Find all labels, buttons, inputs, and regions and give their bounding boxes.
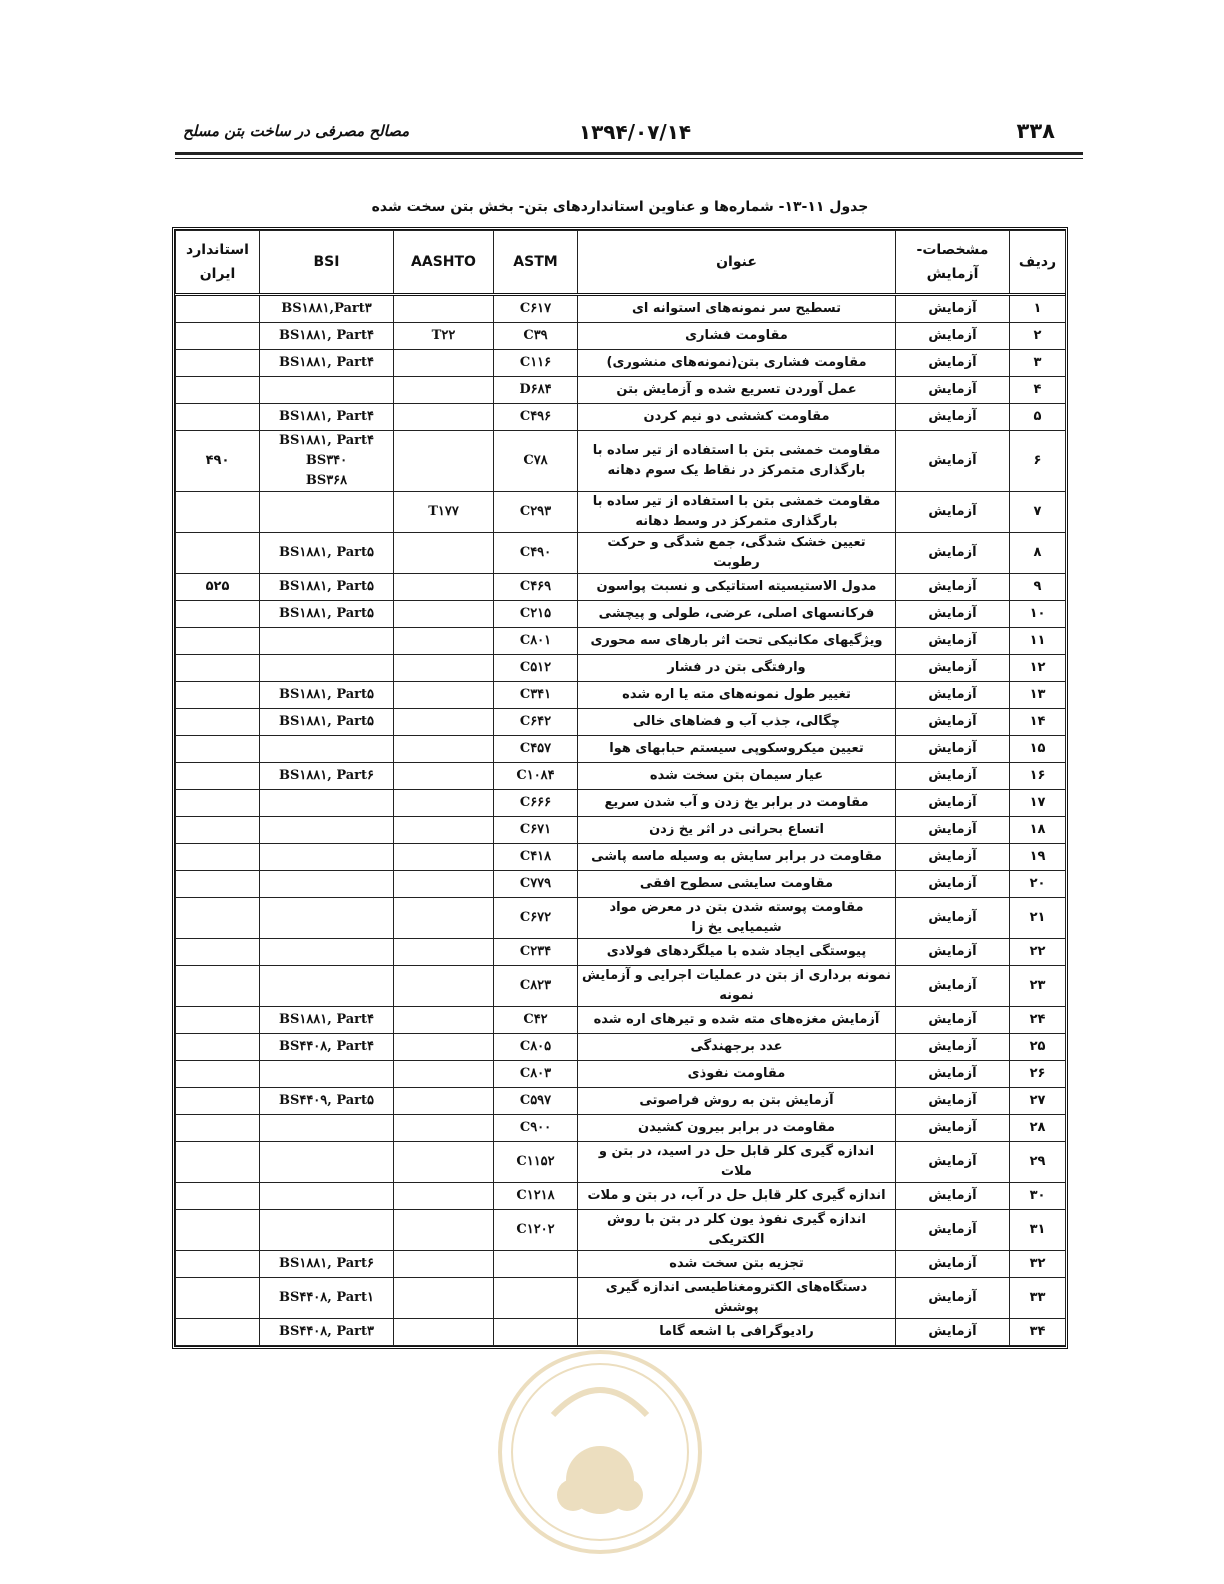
- col-header-iran-standard: [176, 231, 260, 295]
- cell-iran-standard: [176, 1007, 260, 1034]
- cell-aashto: [394, 1319, 494, 1346]
- cell-iran-standard: [176, 1034, 260, 1061]
- cell-title: رادیوگرافی با اشعه گاما: [578, 1319, 896, 1346]
- cell-bsi: [260, 1115, 394, 1142]
- cell-astm: C۱۱۶: [494, 350, 578, 377]
- table-row: [176, 1007, 1066, 1034]
- cell-aashto: [394, 1210, 494, 1251]
- book-title: مصالح مصرفی در ساخت بتن مسلح: [183, 122, 410, 140]
- cell-aashto: [394, 966, 494, 1007]
- cell-aashto: [394, 790, 494, 817]
- cell-spec: آزمایش: [896, 817, 1010, 844]
- cell-row-number: ۳۰: [1010, 1183, 1066, 1210]
- table-row: [176, 844, 1066, 871]
- table-row: [176, 1115, 1066, 1142]
- table-row: [176, 350, 1066, 377]
- cell-title: فرکانسهای اصلی، عرضی، طولی و پیچشی: [578, 601, 896, 628]
- cell-spec: آزمایش: [896, 1061, 1010, 1088]
- table-row: [176, 1319, 1066, 1346]
- cell-aashto: [394, 601, 494, 628]
- table-row: [176, 817, 1066, 844]
- cell-title: مقاومت در برابر بیرون کشیدن: [578, 1115, 896, 1142]
- cell-spec: آزمایش: [896, 601, 1010, 628]
- cell-row-number: ۳۴: [1010, 1319, 1066, 1346]
- cell-row-number: ۱۱: [1010, 628, 1066, 655]
- cell-astm: [494, 1319, 578, 1346]
- cell-aashto: [394, 1088, 494, 1115]
- cell-bsi: BS۱۸۸۱, Part۴: [260, 323, 394, 350]
- cell-aashto: [394, 898, 494, 939]
- cell-row-number: ۶: [1010, 431, 1066, 492]
- table-row: [176, 709, 1066, 736]
- col-header-bsi: BSI: [260, 231, 394, 295]
- header-rule-thin: [175, 158, 1083, 159]
- cell-spec: آزمایش: [896, 628, 1010, 655]
- table-row: [176, 736, 1066, 763]
- cell-spec: آزمایش: [896, 295, 1010, 323]
- cell-astm: C۸۲۳: [494, 966, 578, 1007]
- cell-title: نمونه برداری از بتن در عملیات اجرایی و آزمایش نمونه: [578, 966, 896, 1007]
- cell-iran-standard: [176, 966, 260, 1007]
- table-row: [176, 939, 1066, 966]
- cell-aashto: [394, 1251, 494, 1278]
- cell-bsi: [260, 817, 394, 844]
- col-header-row-number: ردیف: [1010, 231, 1066, 295]
- cell-row-number: ۱۴: [1010, 709, 1066, 736]
- table-row: [176, 763, 1066, 790]
- cell-aashto: [394, 682, 494, 709]
- cell-astm: C۱۲۰۲: [494, 1210, 578, 1251]
- cell-iran-standard: [176, 817, 260, 844]
- table-header-row: [176, 231, 1066, 295]
- cell-title: آزمایش مغزه‌های مته شده و تیرهای اره شده: [578, 1007, 896, 1034]
- cell-astm: C۴۱۸: [494, 844, 578, 871]
- cell-astm: [494, 1278, 578, 1319]
- cell-iran-standard: ۵۲۵: [176, 574, 260, 601]
- cell-spec: آزمایش: [896, 574, 1010, 601]
- cell-aashto: [394, 655, 494, 682]
- cell-spec: آزمایش: [896, 709, 1010, 736]
- cell-title: مقاومت خمشی بتن با استفاده از تیر ساده با بارگذاری متمرکز در نقاط یک سوم دهانه: [578, 431, 896, 492]
- cell-row-number: ۲۷: [1010, 1088, 1066, 1115]
- cell-title: مقاومت پوسته شدن بتن در معرض مواد شیمیایی یخ زا: [578, 898, 896, 939]
- col-header-title: عنوان: [578, 231, 896, 295]
- cell-spec: آزمایش: [896, 1210, 1010, 1251]
- cell-row-number: ۹: [1010, 574, 1066, 601]
- cell-bsi: BS۱۸۸۱, Part۵: [260, 533, 394, 574]
- cell-iran-standard: [176, 350, 260, 377]
- cell-title: آزمایش بتن به روش فراصوتی: [578, 1088, 896, 1115]
- cell-iran-standard: [176, 377, 260, 404]
- cell-bsi: [260, 1183, 394, 1210]
- cell-aashto: [394, 1142, 494, 1183]
- cell-spec: آزمایش: [896, 790, 1010, 817]
- cell-iran-standard: [176, 601, 260, 628]
- cell-astm: C۴۲: [494, 1007, 578, 1034]
- cell-bsi: [260, 492, 394, 533]
- cell-aashto: [394, 1061, 494, 1088]
- cell-title: ویژگیهای مکانیکی تحت اثر بارهای سه محوری: [578, 628, 896, 655]
- cell-bsi: BS۴۴۰۹, Part۵: [260, 1088, 394, 1115]
- cell-title: تعیین میکروسکوپی سیستم حبابهای هوا: [578, 736, 896, 763]
- cell-title: مقاومت خمشی بتن با استفاده از تیر ساده با بارگذاری متمرکز در وسط دهانه: [578, 492, 896, 533]
- table-row: [176, 790, 1066, 817]
- cell-aashto: [394, 871, 494, 898]
- table-row: [176, 574, 1066, 601]
- cell-spec: آزمایش: [896, 377, 1010, 404]
- cell-row-number: ۱۷: [1010, 790, 1066, 817]
- cell-spec: آزمایش: [896, 1183, 1010, 1210]
- cell-row-number: ۱۰: [1010, 601, 1066, 628]
- cell-title: اتساع بحرانی در اثر یخ زدن: [578, 817, 896, 844]
- cell-bsi: BS۱۸۸۱, Part۴: [260, 1007, 394, 1034]
- cell-row-number: ۱۲: [1010, 655, 1066, 682]
- table-row: [176, 1142, 1066, 1183]
- cell-spec: آزمایش: [896, 1278, 1010, 1319]
- table-row: [176, 1088, 1066, 1115]
- table-row: [176, 1278, 1066, 1319]
- cell-astm: D۶۸۴: [494, 377, 578, 404]
- cell-spec: آزمایش: [896, 939, 1010, 966]
- cell-astm: C۶۴۲: [494, 709, 578, 736]
- cell-bsi: BS۱۸۸۱, Part۴: [260, 350, 394, 377]
- cell-astm: C۷۸: [494, 431, 578, 492]
- cell-astm: C۲۹۳: [494, 492, 578, 533]
- cell-iran-standard: [176, 709, 260, 736]
- cell-row-number: ۱۶: [1010, 763, 1066, 790]
- cell-bsi: [260, 628, 394, 655]
- cell-astm: C۶۷۱: [494, 817, 578, 844]
- table-row: [176, 871, 1066, 898]
- standards-table: [175, 230, 1066, 1346]
- cell-bsi: BS۴۴۰۸, Part۱: [260, 1278, 394, 1319]
- cell-bsi: [260, 736, 394, 763]
- cell-aashto: [394, 350, 494, 377]
- cell-iran-standard: [176, 295, 260, 323]
- table-row: [176, 1183, 1066, 1210]
- cell-title: مقاومت در برابر سایش به وسیله ماسه پاشی: [578, 844, 896, 871]
- table-caption: جدول ۱۱-۱۳- شماره‌ها و عناوین استانداردهای بتن- بخش بتن سخت شده: [371, 199, 869, 215]
- table-row: [176, 404, 1066, 431]
- cell-iran-standard: [176, 871, 260, 898]
- table-row: [176, 1034, 1066, 1061]
- cell-iran-standard: [176, 533, 260, 574]
- col-header-iran-line1: استاندارد: [186, 242, 249, 258]
- cell-iran-standard: [176, 790, 260, 817]
- cell-spec: آزمایش: [896, 736, 1010, 763]
- table-row: [176, 295, 1066, 323]
- col-header-spec-line1: مشخصات-: [916, 242, 989, 258]
- cell-title: تسطیح سر نمونه‌های استوانه ای: [578, 295, 896, 323]
- cell-spec: آزمایش: [896, 1088, 1010, 1115]
- header-date: ۱۳۹۴/۰۷/۱۴: [578, 120, 692, 144]
- cell-astm: C۸۰۳: [494, 1061, 578, 1088]
- cell-astm: C۴۹۶: [494, 404, 578, 431]
- cell-iran-standard: [176, 404, 260, 431]
- cell-row-number: ۲۰: [1010, 871, 1066, 898]
- cell-bsi: [260, 1142, 394, 1183]
- cell-bsi: BS۱۸۸۱, Part۵: [260, 682, 394, 709]
- cell-title: مقاومت نفوذی: [578, 1061, 896, 1088]
- cell-title: اندازه گیری کلر قابل حل در اسید، در بتن و ملات: [578, 1142, 896, 1183]
- cell-bsi: BS۱۸۸۱, Part۵: [260, 601, 394, 628]
- cell-astm: C۵۱۲: [494, 655, 578, 682]
- cell-row-number: ۲۴: [1010, 1007, 1066, 1034]
- header-rule-thick: [175, 152, 1083, 155]
- table-row: [176, 655, 1066, 682]
- cell-astm: C۶۶۶: [494, 790, 578, 817]
- cell-bsi: [260, 966, 394, 1007]
- cell-bsi: BS۱۸۸۱, Part۴ BS۳۴۰ BS۳۶۸: [260, 431, 394, 492]
- cell-aashto: [394, 431, 494, 492]
- cell-spec: آزمایش: [896, 323, 1010, 350]
- cell-spec: آزمایش: [896, 655, 1010, 682]
- cell-bsi: BS۱۸۸۱, Part۵: [260, 709, 394, 736]
- cell-row-number: ۲۶: [1010, 1061, 1066, 1088]
- cell-iran-standard: [176, 939, 260, 966]
- table-row: [176, 431, 1066, 492]
- cell-aashto: [394, 628, 494, 655]
- cell-row-number: ۱۵: [1010, 736, 1066, 763]
- cell-astm: C۸۰۵: [494, 1034, 578, 1061]
- cell-aashto: [394, 844, 494, 871]
- cell-astm: C۲۱۵: [494, 601, 578, 628]
- cell-iran-standard: [176, 1278, 260, 1319]
- cell-title: دستگاه‌های الکترومغناطیسی اندازه گیری پوشش: [578, 1278, 896, 1319]
- watermark-seal: [493, 1345, 708, 1560]
- cell-iran-standard: [176, 323, 260, 350]
- cell-row-number: ۲۱: [1010, 898, 1066, 939]
- cell-title: اندازه گیری نفوذ یون کلر در بتن با روش الکتریکی: [578, 1210, 896, 1251]
- cell-astm: C۸۰۱: [494, 628, 578, 655]
- cell-aashto: T۲۲: [394, 323, 494, 350]
- cell-bsi: BS۴۴۰۸, Part۴: [260, 1034, 394, 1061]
- cell-bsi: [260, 871, 394, 898]
- cell-title: عیار سیمان بتن سخت شده: [578, 763, 896, 790]
- cell-aashto: [394, 939, 494, 966]
- cell-bsi: [260, 1210, 394, 1251]
- cell-iran-standard: [176, 655, 260, 682]
- cell-title: تعیین خشک شدگی، جمع شدگی و حرکت رطوبت: [578, 533, 896, 574]
- table-row: [176, 898, 1066, 939]
- table-body: [176, 295, 1066, 1346]
- cell-row-number: ۵: [1010, 404, 1066, 431]
- cell-title: مقاومت فشاری: [578, 323, 896, 350]
- cell-astm: C۳۹: [494, 323, 578, 350]
- cell-aashto: [394, 1007, 494, 1034]
- cell-title: پیوستگی ایجاد شده با میلگردهای فولادی: [578, 939, 896, 966]
- table-row: [176, 323, 1066, 350]
- cell-spec: آزمایش: [896, 1251, 1010, 1278]
- cell-bsi: BS۴۴۰۸, Part۳: [260, 1319, 394, 1346]
- cell-row-number: ۲۳: [1010, 966, 1066, 1007]
- cell-spec: آزمایش: [896, 492, 1010, 533]
- cell-spec: آزمایش: [896, 1142, 1010, 1183]
- table-row: [176, 492, 1066, 533]
- cell-iran-standard: [176, 1210, 260, 1251]
- cell-row-number: ۲۲: [1010, 939, 1066, 966]
- cell-astm: C۶۷۲: [494, 898, 578, 939]
- cell-iran-standard: [176, 492, 260, 533]
- cell-row-number: ۳۳: [1010, 1278, 1066, 1319]
- cell-aashto: [394, 377, 494, 404]
- cell-bsi: BS۱۸۸۱, Part۶: [260, 763, 394, 790]
- cell-title: مقاومت کششی دو نیم کردن: [578, 404, 896, 431]
- cell-astm: C۵۹۷: [494, 1088, 578, 1115]
- cell-aashto: [394, 404, 494, 431]
- cell-bsi: BS۱۸۸۱, Part۵: [260, 574, 394, 601]
- cell-row-number: ۲۵: [1010, 1034, 1066, 1061]
- cell-iran-standard: [176, 763, 260, 790]
- cell-bsi: [260, 790, 394, 817]
- cell-spec: آزمایش: [896, 871, 1010, 898]
- table-row: [176, 377, 1066, 404]
- cell-row-number: ۱۳: [1010, 682, 1066, 709]
- cell-aashto: [394, 1278, 494, 1319]
- page-header: [175, 118, 1083, 150]
- cell-row-number: ۴: [1010, 377, 1066, 404]
- cell-iran-standard: [176, 1251, 260, 1278]
- cell-aashto: [394, 574, 494, 601]
- cell-astm: C۴۵۷: [494, 736, 578, 763]
- cell-row-number: ۱۸: [1010, 817, 1066, 844]
- cell-bsi: [260, 939, 394, 966]
- cell-iran-standard: ۴۹۰: [176, 431, 260, 492]
- cell-spec: آزمایش: [896, 1034, 1010, 1061]
- cell-title: مدول الاستیسیته استاتیکی و نسبت پواسون: [578, 574, 896, 601]
- cell-bsi: BS۱۸۸۱, Part۴: [260, 404, 394, 431]
- standards-table-frame: [172, 227, 1068, 1349]
- cell-astm: C۹۰۰: [494, 1115, 578, 1142]
- cell-aashto: [394, 763, 494, 790]
- cell-aashto: [394, 1034, 494, 1061]
- cell-aashto: [394, 533, 494, 574]
- cell-astm: C۱۲۱۸: [494, 1183, 578, 1210]
- cell-aashto: [394, 1183, 494, 1210]
- cell-astm: C۶۱۷: [494, 295, 578, 323]
- cell-iran-standard: [176, 898, 260, 939]
- cell-astm: [494, 1251, 578, 1278]
- col-header-spec-line2: آزمایش: [926, 266, 979, 282]
- cell-iran-standard: [176, 1061, 260, 1088]
- cell-bsi: BS۱۸۸۱,Part۳: [260, 295, 394, 323]
- cell-row-number: ۳۲: [1010, 1251, 1066, 1278]
- cell-astm: C۴۶۹: [494, 574, 578, 601]
- cell-spec: آزمایش: [896, 404, 1010, 431]
- cell-title: وارفتگی بتن در فشار: [578, 655, 896, 682]
- col-header-astm: ASTM: [494, 231, 578, 295]
- cell-row-number: ۳: [1010, 350, 1066, 377]
- cell-iran-standard: [176, 1319, 260, 1346]
- cell-iran-standard: [176, 736, 260, 763]
- cell-spec: آزمایش: [896, 1319, 1010, 1346]
- cell-bsi: [260, 844, 394, 871]
- col-header-aashto: AASHTO: [394, 231, 494, 295]
- cell-spec: آزمایش: [896, 1115, 1010, 1142]
- cell-iran-standard: [176, 1183, 260, 1210]
- cell-bsi: [260, 898, 394, 939]
- cell-aashto: [394, 736, 494, 763]
- cell-astm: C۷۷۹: [494, 871, 578, 898]
- cell-aashto: [394, 817, 494, 844]
- table-row: [176, 682, 1066, 709]
- col-header-iran-line2: ایران: [199, 266, 236, 282]
- table-row: [176, 628, 1066, 655]
- table-row: [176, 966, 1066, 1007]
- cell-row-number: ۲۸: [1010, 1115, 1066, 1142]
- cell-aashto: [394, 295, 494, 323]
- cell-bsi: [260, 655, 394, 682]
- table-row: [176, 1210, 1066, 1251]
- cell-title: عمل آوردن تسریع شده و آزمایش بتن: [578, 377, 896, 404]
- cell-title: مقاومت در برابر یخ زدن و آب شدن سریع: [578, 790, 896, 817]
- cell-spec: آزمایش: [896, 763, 1010, 790]
- col-header-spec: [896, 231, 1010, 295]
- cell-aashto: [394, 709, 494, 736]
- table-row: [176, 533, 1066, 574]
- cell-astm: C۳۴۱: [494, 682, 578, 709]
- cell-astm: C۲۳۴: [494, 939, 578, 966]
- cell-row-number: ۱: [1010, 295, 1066, 323]
- cell-title: تجزیه بتن سخت شده: [578, 1251, 896, 1278]
- cell-title: عدد برجهندگی: [578, 1034, 896, 1061]
- cell-spec: آزمایش: [896, 844, 1010, 871]
- table-row: [176, 1061, 1066, 1088]
- cell-title: مقاومت سایشی سطوح افقی: [578, 871, 896, 898]
- cell-iran-standard: [176, 1115, 260, 1142]
- cell-spec: آزمایش: [896, 533, 1010, 574]
- cell-row-number: ۲۹: [1010, 1142, 1066, 1183]
- cell-title: مقاومت فشاری بتن(نمونه‌های منشوری): [578, 350, 896, 377]
- table-row: [176, 1251, 1066, 1278]
- cell-iran-standard: [176, 1088, 260, 1115]
- cell-astm: C۱۱۵۲: [494, 1142, 578, 1183]
- cell-spec: آزمایش: [896, 431, 1010, 492]
- cell-row-number: ۱۹: [1010, 844, 1066, 871]
- cell-row-number: ۲: [1010, 323, 1066, 350]
- cell-iran-standard: [176, 844, 260, 871]
- cell-spec: آزمایش: [896, 966, 1010, 1007]
- table-row: [176, 601, 1066, 628]
- cell-bsi: [260, 377, 394, 404]
- cell-bsi: [260, 1061, 394, 1088]
- cell-spec: آزمایش: [896, 682, 1010, 709]
- cell-bsi: BS۱۸۸۱, Part۶: [260, 1251, 394, 1278]
- cell-astm: C۴۹۰: [494, 533, 578, 574]
- cell-title: چگالی، جذب آب و فضاهای خالی: [578, 709, 896, 736]
- cell-spec: آزمایش: [896, 350, 1010, 377]
- page-number: ۳۳۸: [1016, 119, 1055, 143]
- cell-spec: آزمایش: [896, 898, 1010, 939]
- cell-aashto: T۱۷۷: [394, 492, 494, 533]
- cell-row-number: ۸: [1010, 533, 1066, 574]
- cell-aashto: [394, 1115, 494, 1142]
- cell-title: اندازه گیری کلر قابل حل در آب، در بتن و ملات: [578, 1183, 896, 1210]
- cell-iran-standard: [176, 1142, 260, 1183]
- cell-iran-standard: [176, 628, 260, 655]
- cell-row-number: ۷: [1010, 492, 1066, 533]
- cell-row-number: ۳۱: [1010, 1210, 1066, 1251]
- cell-title: تغییر طول نمونه‌های مته یا اره شده: [578, 682, 896, 709]
- cell-spec: آزمایش: [896, 1007, 1010, 1034]
- cell-iran-standard: [176, 682, 260, 709]
- cell-astm: C۱۰۸۴: [494, 763, 578, 790]
